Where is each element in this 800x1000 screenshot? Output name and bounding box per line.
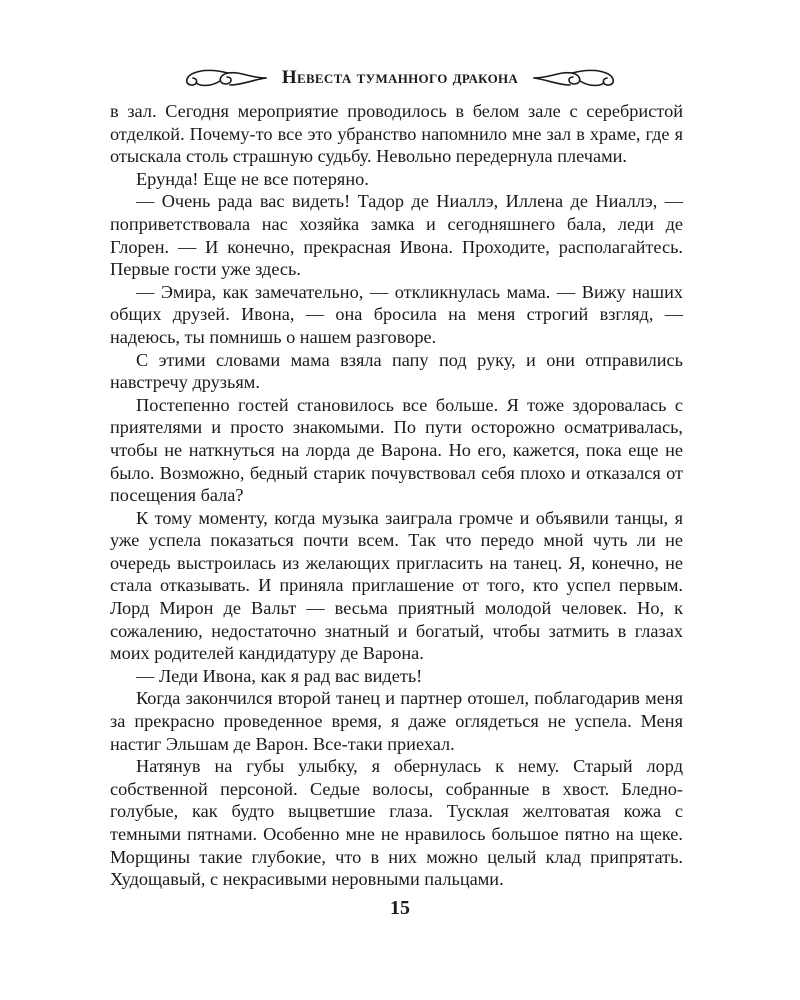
- paragraph: Натянув на губы улыбку, я обернулась к нему. Старый лорд собственной персоной. Седые волосы, собранные в хвост. Бледно-голубые, как будто выцветшие глаза. Тусклая желтоватая кожа с темными пятнами. Особенно мне не нравилось большое пятно на щеке. Морщины такие глубокие, что в них можно целый клад припрятать. Худощавый, с некрасивыми неровными пальцами.: [110, 756, 683, 890]
- running-header: [0, 63, 800, 93]
- right-flourish-icon: [532, 67, 620, 89]
- running-title: Невеста туманного дракона: [281, 67, 519, 88]
- dialogue-paragraph: — Очень рада вас видеть! Тадор де Ниаллэ, Иллена де Ниаллэ, — поприветствовала нас хозяйка замка и сегодняшнего бала, леди де Глорен. — И конечно, прекрасная Ивона. Проходите, располагайтесь. Первые гости уже здесь.: [110, 191, 683, 280]
- paragraph: Постепенно гостей становилось все больше. Я тоже здоровалась с приятелями и просто знакомыми. По пути осторожно осматривалась, чтобы не наткнуться на лорда де Варона. Но его, кажется, пока еще не было. Возможно, бедный старик почувствовал себя плохо и отказался от посещения бала?: [110, 394, 683, 506]
- paragraph: в зал. Сегодня мероприятие проводилось в белом зале с серебристой отделкой. Почему-то все это убранство напомнило мне зал в храме, где я отыскала столь страшную судьбу. Невольно передернула плечами.: [110, 101, 683, 167]
- dialogue-paragraph: — Леди Ивона, как я рад вас видеть!: [136, 665, 423, 686]
- paragraph: Когда закончился второй танец и партнер отошел, поблагодарив меня за прекрасно проведенное время, я даже оглядеться не успела. Меня настиг Эльшам де Варон. Все-таки приехал.: [110, 688, 683, 754]
- dialogue-paragraph: — Эмира, как замечательно, — откликнулась мама. — Вижу наших общих друзей. Ивона, — она бросила на меня строгий взгляд, — надеюсь, ты помнишь о нашем разговоре.: [110, 281, 683, 347]
- left-flourish-icon: [180, 67, 268, 89]
- paragraph: К тому моменту, когда музыка заиграла громче и объявили танцы, я уже успела показаться почти всем. Так что передо мной чуть ли не очередь выстроилась из желающих пригласить на танец. Я, конечно, не стала отказывать. И приняла приглашение от того, кто успел первым. Лорд Мирон де Вальт — весьма приятный молодой человек. Но, к сожалению, недостаточно знатный и богатый, чтобы затмить в глазах моих родителей кандидатуру де Варона.: [110, 507, 683, 664]
- paragraph: С этими словами мама взяла папу под руку, и они отправились навстречу друзьям.: [110, 349, 683, 393]
- paragraph: Ерунда! Еще не все потеряно.: [136, 168, 369, 189]
- page-body: [110, 100, 683, 891]
- page-number: 15: [390, 897, 410, 919]
